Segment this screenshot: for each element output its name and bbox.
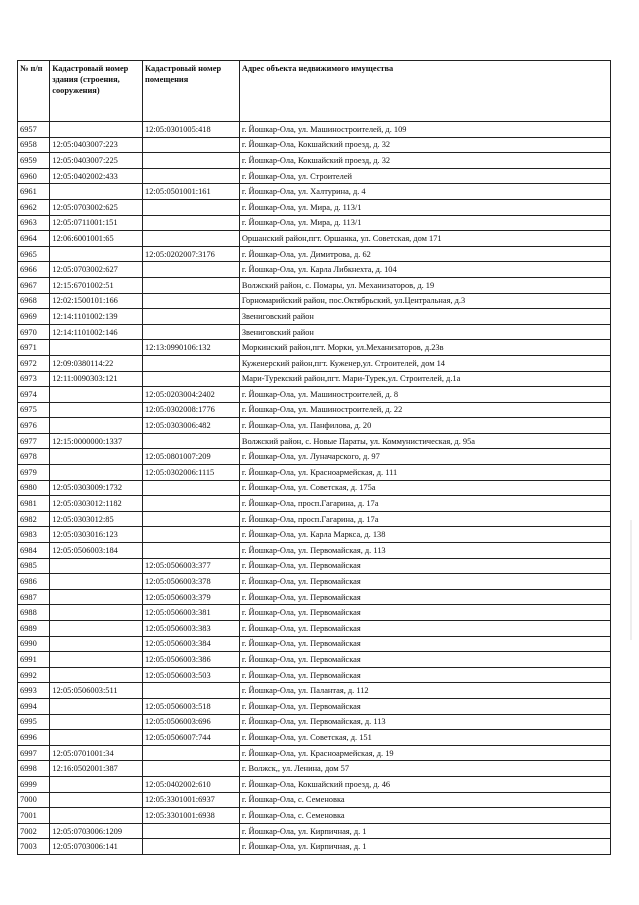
table-row [18,324,611,340]
row-number-cell: 6996 [18,730,50,746]
room-cadastral-cell [143,215,240,231]
address-cell: г. Йошкар-Ола, ул. Первомайская [239,574,610,590]
row-number-cell: 6963 [18,215,50,231]
room-cadastral-cell [143,153,240,169]
building-cadastral-cell: 12:05:0303012:85 [50,511,143,527]
address-cell: г. Йошкар-Ола, ул. Первомайская [239,667,610,683]
row-number-cell: 6981 [18,496,50,512]
table-row [18,698,611,714]
room-cadastral-cell: 12:05:0506003:379 [143,589,240,605]
building-cadastral-cell: 12:05:0703002:625 [50,199,143,215]
table-row [18,574,611,590]
building-cadastral-cell [50,667,143,683]
room-cadastral-cell: 12:05:0402002:610 [143,776,240,792]
building-cadastral-cell [50,402,143,418]
building-cadastral-cell: 12:02:1500101:166 [50,293,143,309]
header-row [18,61,611,122]
table-row [18,449,611,465]
row-number-cell: 6987 [18,589,50,605]
row-number-cell: 6993 [18,683,50,699]
address-cell: г. Йошкар-Ола, Кокшайский проезд, д. 32 [239,153,610,169]
table-header [18,61,611,122]
room-cadastral-cell [143,371,240,387]
room-cadastral-cell: 12:05:0302006:1115 [143,465,240,481]
table-row [18,543,611,559]
table-row [18,792,611,808]
row-number-cell: 6959 [18,153,50,169]
address-cell: г. Йошкар-Ола, ул. Советская, д. 175а [239,480,610,496]
row-number-cell: 6984 [18,543,50,559]
room-cadastral-cell: 12:05:0506003:503 [143,667,240,683]
room-cadastral-cell: 12:05:0506003:386 [143,652,240,668]
table-row [18,745,611,761]
building-cadastral-cell: 12:05:0403007:225 [50,153,143,169]
address-cell: г. Йошкар-Ола, ул. Машиностроителей, д. 22 [239,402,610,418]
table-row [18,371,611,387]
room-cadastral-cell: 12:05:0506003:383 [143,621,240,637]
room-cadastral-cell: 12:13:0990106:132 [143,340,240,356]
row-number-cell: 6986 [18,574,50,590]
building-cadastral-cell [50,792,143,808]
room-cadastral-cell: 12:05:3301001:6938 [143,808,240,824]
address-cell: г. Йошкар-Ола, ул. Машиностроителей, д. 109 [239,122,610,138]
room-cadastral-cell [143,262,240,278]
row-number-cell: 6979 [18,465,50,481]
table-row [18,683,611,699]
table-row [18,636,611,652]
room-cadastral-cell [143,231,240,247]
building-cadastral-cell: 12:16:0502001:387 [50,761,143,777]
table-row [18,340,611,356]
building-cadastral-cell: 12:15:6701002:51 [50,277,143,293]
room-cadastral-cell: 12:05:0506003:384 [143,636,240,652]
table-row [18,808,611,824]
building-cadastral-cell [50,465,143,481]
row-number-cell: 6967 [18,277,50,293]
row-number-cell: 6970 [18,324,50,340]
address-cell: г. Йошкар-Ола, ул. Первомайская [239,621,610,637]
row-number-cell: 6974 [18,387,50,403]
row-number-cell: 6965 [18,246,50,262]
room-cadastral-cell [143,355,240,371]
room-cadastral-cell: 12:05:0203004:2402 [143,387,240,403]
building-cadastral-cell: 12:05:0703006:141 [50,839,143,855]
table-row [18,652,611,668]
address-cell: г. Волжск,, ул. Ленина, дом 57 [239,761,610,777]
room-cadastral-cell [143,496,240,512]
row-number-cell: 6964 [18,231,50,247]
address-cell: г. Йошкар-Ола, ул. Первомайская, д. 113 [239,543,610,559]
row-number-cell: 6971 [18,340,50,356]
building-cadastral-cell: 12:06:6001001:65 [50,231,143,247]
building-cadastral-cell [50,730,143,746]
table-row [18,262,611,278]
address-cell: г. Йошкар-Ола, просп.Гагарина, д. 17а [239,511,610,527]
address-cell: г. Йошкар-Ола, ул. Первомайская [239,652,610,668]
address-cell: г. Йошкар-Ола, ул. Красноармейская, д. 19 [239,745,610,761]
table-row [18,231,611,247]
building-cadastral-cell [50,449,143,465]
table-row [18,309,611,325]
address-cell: Моркинский район,пгт. Морки, ул.Механизаторов, д.23в [239,340,610,356]
building-cadastral-cell [50,558,143,574]
building-cadastral-cell [50,418,143,434]
row-number-cell: 6977 [18,433,50,449]
address-cell: г. Йошкар-Ола, ул. Строителей [239,168,610,184]
room-cadastral-cell [143,480,240,496]
row-number-cell: 6957 [18,122,50,138]
address-cell: Куженерский район,пгт. Куженер,ул. Строителей, дом 14 [239,355,610,371]
address-cell: г. Йошкар-Ола, с. Семеновка [239,808,610,824]
building-cadastral-cell: 12:05:0506003:184 [50,543,143,559]
table-row [18,558,611,574]
room-cadastral-cell: 12:05:0303006:482 [143,418,240,434]
building-cadastral-cell: 12:05:0711001:151 [50,215,143,231]
address-cell: г. Йошкар-Ола, Кокшайский проезд, д. 46 [239,776,610,792]
row-number-cell: 6982 [18,511,50,527]
table-row [18,137,611,153]
room-cadastral-cell [143,293,240,309]
room-cadastral-cell [143,137,240,153]
room-cadastral-cell: 12:05:0506003:381 [143,605,240,621]
table-row [18,277,611,293]
address-cell: г. Йошкар-Ола, ул. Первомайская [239,698,610,714]
row-number-cell: 6995 [18,714,50,730]
room-cadastral-cell [143,823,240,839]
building-cadastral-cell: 12:05:0303009:1732 [50,480,143,496]
building-cadastral-cell [50,387,143,403]
row-number-cell: 6969 [18,309,50,325]
table-row [18,667,611,683]
address-cell: г. Йошкар-Ола, ул. Луначарского, д. 97 [239,449,610,465]
building-cadastral-cell: 12:05:0402002:433 [50,168,143,184]
row-number-cell: 6968 [18,293,50,309]
header-room-cadastral: Кадастровый номер помещения [143,61,240,122]
building-cadastral-cell [50,246,143,262]
address-cell: г. Йошкар-Ола, ул. Первомайская [239,558,610,574]
row-number-cell: 6962 [18,199,50,215]
address-cell: г. Йошкар-Ола, ул. Мира, д. 113/1 [239,199,610,215]
table-row [18,387,611,403]
building-cadastral-cell [50,698,143,714]
address-cell: г. Йошкар-Ола, просп.Гагарина, д. 17а [239,496,610,512]
table-row [18,823,611,839]
address-cell: Оршанский район,пгт. Оршанка, ул. Советская, дом 171 [239,231,610,247]
table-row [18,605,611,621]
building-cadastral-cell: 12:05:0703002:627 [50,262,143,278]
room-cadastral-cell [143,683,240,699]
address-cell: г. Йошкар-Ола, ул. Машиностроителей, д. 8 [239,387,610,403]
room-cadastral-cell [143,839,240,855]
address-cell: г. Йошкар-Ола, ул. Кирпичная, д. 1 [239,839,610,855]
building-cadastral-cell: 12:09:0380114:22 [50,355,143,371]
row-number-cell: 6992 [18,667,50,683]
building-cadastral-cell: 12:14:1101002:146 [50,324,143,340]
scan-edge-mark [630,520,632,640]
row-number-cell: 6991 [18,652,50,668]
table-row [18,246,611,262]
row-number-cell: 7000 [18,792,50,808]
building-cadastral-cell [50,636,143,652]
property-register-table [17,60,611,855]
table-row [18,776,611,792]
row-number-cell: 6973 [18,371,50,387]
room-cadastral-cell: 12:05:0801007:209 [143,449,240,465]
building-cadastral-cell [50,621,143,637]
table-row [18,589,611,605]
address-cell: г. Йошкар-Ола, ул. Красноармейская, д. 111 [239,465,610,481]
table-row [18,465,611,481]
row-number-cell: 6976 [18,418,50,434]
room-cadastral-cell [143,527,240,543]
row-number-cell: 7002 [18,823,50,839]
header-building-cadastral: Кадастровый номер здания (строения, сооружения) [50,61,143,122]
address-cell: Звениговский район [239,309,610,325]
table-row [18,433,611,449]
room-cadastral-cell: 12:05:0506003:696 [143,714,240,730]
table-row [18,293,611,309]
room-cadastral-cell [143,761,240,777]
address-cell: г. Йошкар-Ола, ул. Первомайская [239,589,610,605]
building-cadastral-cell [50,652,143,668]
room-cadastral-cell [143,168,240,184]
address-cell: г. Йошкар-Ола, ул. Первомайская [239,605,610,621]
room-cadastral-cell [143,277,240,293]
room-cadastral-cell: 12:05:0506003:378 [143,574,240,590]
row-number-cell: 6960 [18,168,50,184]
row-number-cell: 6997 [18,745,50,761]
row-number-cell: 7003 [18,839,50,855]
table-row [18,215,611,231]
address-cell: г. Йошкар-Ола, с. Семеновка [239,792,610,808]
building-cadastral-cell: 12:14:1101002:139 [50,309,143,325]
row-number-cell: 6958 [18,137,50,153]
address-cell: г. Йошкар-Ола, ул. Мира, д. 113/1 [239,215,610,231]
room-cadastral-cell [143,309,240,325]
room-cadastral-cell: 12:05:0506003:377 [143,558,240,574]
building-cadastral-cell [50,589,143,605]
address-cell: г. Йошкар-Ола, ул. Кирпичная, д. 1 [239,823,610,839]
room-cadastral-cell: 12:05:3301001:6937 [143,792,240,808]
row-number-cell: 6989 [18,621,50,637]
row-number-cell: 6990 [18,636,50,652]
building-cadastral-cell: 12:05:0701001:34 [50,745,143,761]
table-row [18,730,611,746]
building-cadastral-cell [50,340,143,356]
address-cell: Горномарийский район, пос.Октябрьский, ул.Центральная, д.3 [239,293,610,309]
building-cadastral-cell: 12:11:0090303:121 [50,371,143,387]
table-row [18,402,611,418]
room-cadastral-cell [143,324,240,340]
table-body [18,122,611,855]
room-cadastral-cell [143,433,240,449]
room-cadastral-cell: 12:05:0506003:518 [143,698,240,714]
row-number-cell: 6983 [18,527,50,543]
row-number-cell: 6975 [18,402,50,418]
building-cadastral-cell [50,714,143,730]
room-cadastral-cell: 12:05:0202007:3176 [143,246,240,262]
address-cell: г. Йошкар-Ола, Кокшайский проезд, д. 32 [239,137,610,153]
address-cell: г. Йошкар-Ола, ул. Советская, д. 151 [239,730,610,746]
building-cadastral-cell [50,122,143,138]
building-cadastral-cell [50,574,143,590]
address-cell: г. Йошкар-Ола, ул. Халтурина, д. 4 [239,184,610,200]
row-number-cell: 6998 [18,761,50,777]
building-cadastral-cell: 12:05:0403007:223 [50,137,143,153]
table-row [18,153,611,169]
room-cadastral-cell [143,543,240,559]
building-cadastral-cell [50,605,143,621]
table-row [18,122,611,138]
address-cell: Мари-Турекский район,пгт. Мари-Турек,ул. Строителей, д.1а [239,371,610,387]
address-cell: г. Йошкар-Ола, ул. Димитрова, д. 62 [239,246,610,262]
building-cadastral-cell [50,184,143,200]
header-number: № п/п [18,61,50,122]
building-cadastral-cell [50,808,143,824]
table-row [18,184,611,200]
room-cadastral-cell: 12:05:0506007:744 [143,730,240,746]
table-row [18,355,611,371]
table-row [18,168,611,184]
table-row [18,418,611,434]
row-number-cell: 6994 [18,698,50,714]
building-cadastral-cell: 12:15:0000000:1337 [50,433,143,449]
address-cell: Звениговский район [239,324,610,340]
address-cell: г. Йошкар-Ола, ул. Первомайская, д. 113 [239,714,610,730]
room-cadastral-cell: 12:05:0501001:161 [143,184,240,200]
room-cadastral-cell: 12:05:0302008:1776 [143,402,240,418]
address-cell: г. Йошкар-Ола, ул. Карла Маркса, д. 138 [239,527,610,543]
room-cadastral-cell [143,199,240,215]
address-cell: Волжский район, с. Новые Параты, ул. Коммунистическая, д. 95а [239,433,610,449]
table-row [18,527,611,543]
address-cell: г. Йошкар-Ола, ул. Панфилова, д. 20 [239,418,610,434]
row-number-cell: 6972 [18,355,50,371]
address-cell: г. Йошкар-Ола, ул. Карла Либкнехта, д. 104 [239,262,610,278]
header-address: Адрес объекта недвижимого имущества [239,61,610,122]
row-number-cell: 6966 [18,262,50,278]
building-cadastral-cell: 12:05:0303016:123 [50,527,143,543]
table-row [18,839,611,855]
table-row [18,480,611,496]
address-cell: Волжский район, с. Помары, ул. Механизаторов, д. 19 [239,277,610,293]
table-row [18,714,611,730]
building-cadastral-cell [50,776,143,792]
table-row [18,511,611,527]
row-number-cell: 6985 [18,558,50,574]
room-cadastral-cell [143,511,240,527]
row-number-cell: 6980 [18,480,50,496]
row-number-cell: 6978 [18,449,50,465]
building-cadastral-cell: 12:05:0506003:511 [50,683,143,699]
building-cadastral-cell: 12:05:0703006:1209 [50,823,143,839]
row-number-cell: 7001 [18,808,50,824]
table-row [18,496,611,512]
row-number-cell: 6999 [18,776,50,792]
row-number-cell: 6961 [18,184,50,200]
row-number-cell: 6988 [18,605,50,621]
room-cadastral-cell [143,745,240,761]
table-row [18,199,611,215]
address-cell: г. Йошкар-Ола, ул. Палантая, д. 112 [239,683,610,699]
table-row [18,761,611,777]
building-cadastral-cell: 12:05:0303012:1182 [50,496,143,512]
table-row [18,621,611,637]
room-cadastral-cell: 12:05:0301005:418 [143,122,240,138]
address-cell: г. Йошкар-Ола, ул. Первомайская [239,636,610,652]
